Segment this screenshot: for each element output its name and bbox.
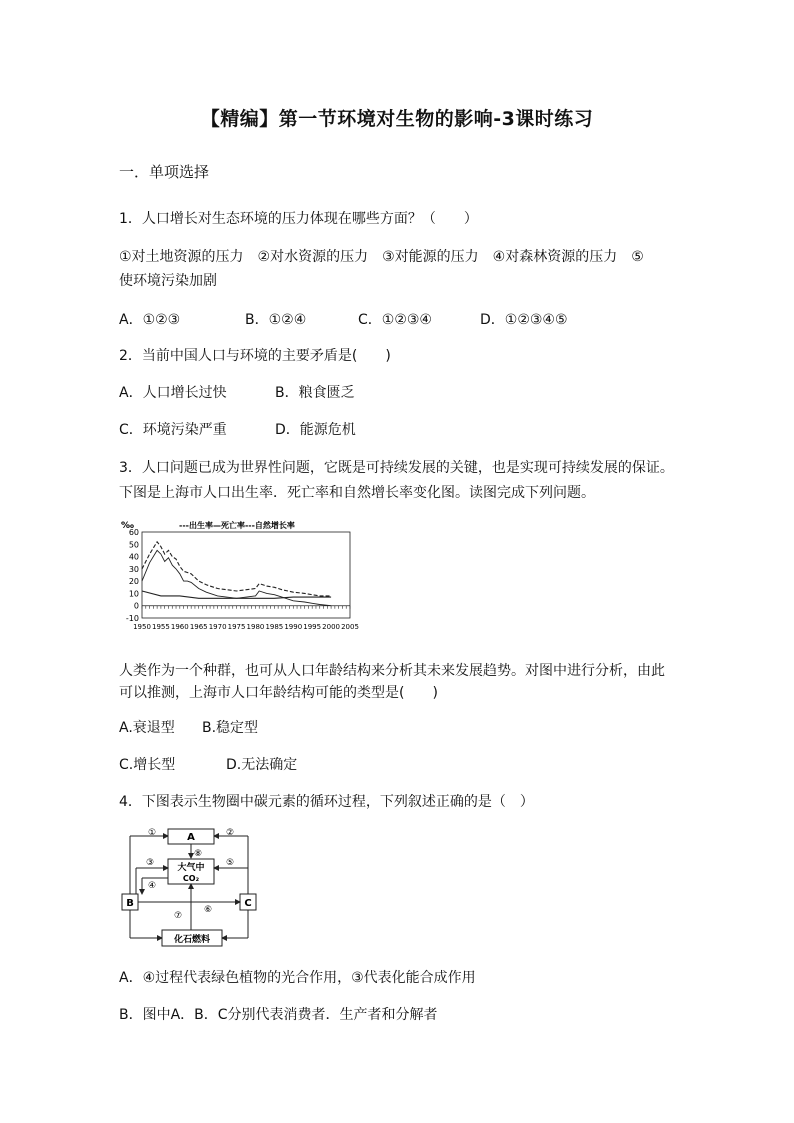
question-1-option-a: A．①②③ [119,312,181,328]
label-3: ③ [146,858,155,868]
question-4-option-b: B．图中A．B．C分别代表消费者．生产者和分解者 [119,1007,438,1023]
y-tick-label: 50 [128,540,139,550]
carbon-cycle-diagram [118,826,264,950]
question-1-option-b: B．①②④ [245,312,307,328]
chart-y-axis [126,528,350,623]
series-line-1 [142,542,331,596]
question-2-stem: 2．当前中国人口与环境的主要矛盾是( ) [119,348,391,364]
y-tick-label: 40 [128,552,139,562]
y-tick-label: 60 [128,528,139,537]
question-2-option-a: A．人口增长过快 [119,385,227,401]
x-tick-label: 1960 [170,623,189,631]
question-2-option-b: B．粮食匮乏 [275,385,355,401]
chart-legend: ---出生率—死亡率---自然增长率 [179,521,295,530]
x-tick-label: 1985 [265,623,284,631]
question-3-option-b: B.稳定型 [202,720,259,736]
node-a-label: A [187,832,195,843]
label-8: ⑧ [194,849,203,859]
x-tick-label: 2000 [322,623,341,631]
label-4: ④ [148,881,157,891]
series-line-2 [142,591,331,598]
node-atmosphere-line1: 大气中 [177,863,205,873]
y-tick-label: -10 [125,614,139,623]
x-tick-label: 1950 [133,623,151,631]
question-4-option-a: A．④过程代表绿色植物的光合作用，③代表化能合成作用 [119,970,476,986]
question-3-stem-line2: 下图是上海市人口出生率．死亡率和自然增长率变化图。读图完成下列问题。 [119,485,595,501]
node-b-label: B [126,898,134,909]
label-5: ⑤ [226,858,235,868]
question-3-sub-line1: 人类作为一个种群，也可从人口年龄结构来分析其未来发展趋势。对图中进行分析，由此 [119,663,665,679]
question-1-option-d: D．①②③④⑤ [480,312,568,328]
node-c-label: C [244,898,252,909]
x-tick-label: 2005 [341,623,359,631]
x-tick-label: 1965 [189,623,208,631]
chart-series-group [142,542,331,606]
population-rate-chart [117,514,367,638]
question-1-stem: 1．人口增长对生态环境的压力体现在哪些方面？（ ） [119,211,478,227]
x-tick-label: 1975 [227,623,246,631]
label-6: ⑥ [204,905,213,915]
x-tick-label: 1990 [284,623,303,631]
y-tick-label: 30 [128,564,139,574]
y-tick-label: 10 [128,589,139,599]
y-tick-label: 20 [128,577,139,587]
question-2-option-d: D．能源危机 [275,422,356,438]
question-1-desc-line2: 使环境污染加剧 [119,273,217,289]
question-3-option-c: C.增长型 [119,757,176,773]
question-4-stem: 4．下图表示生物圈中碳元素的循环过程，下列叙述正确的是（ ） [119,794,534,810]
question-2-option-c: C．环境污染严重 [119,422,227,438]
chart-x-axis [133,623,359,631]
question-3-stem-line1: 3．人口问题已成为世界性问题，它既是可持续发展的关键，也是实现可持续发展的保证。 [119,460,674,476]
question-3-option-d: D.无法确定 [226,757,298,773]
label-7: ⑦ [174,911,183,921]
x-tick-label: 1970 [208,623,227,631]
question-3-option-a: A.衰退型 [119,720,175,736]
label-1: ① [148,828,157,838]
x-tick-label: 1995 [303,623,322,631]
label-2: ② [226,828,235,838]
question-1-desc-line1: ①对土地资源的压力 ②对水资源的压力 ③对能源的压力 ④对森林资源的压力 ⑤ [119,249,644,265]
node-atmosphere-line2: CO₂ [182,874,200,883]
node-fossil-fuel-label: 化石燃料 [173,935,211,945]
page-title: 【精编】第一节环境对生物的影响-3课时练习 [200,108,594,130]
chart-ylabel: ‰ [121,521,134,531]
x-tick-label: 1955 [151,623,170,631]
question-3-sub-line2: 可以推测，上海市人口年龄结构可能的类型是( ) [119,685,438,701]
x-tick-label: 1980 [246,623,265,631]
section-heading: 一．单项选择 [119,163,210,181]
question-1-option-c: C．①②③④ [358,312,432,328]
y-tick-label: 0 [133,601,139,611]
chart-plot-frame [142,532,350,618]
